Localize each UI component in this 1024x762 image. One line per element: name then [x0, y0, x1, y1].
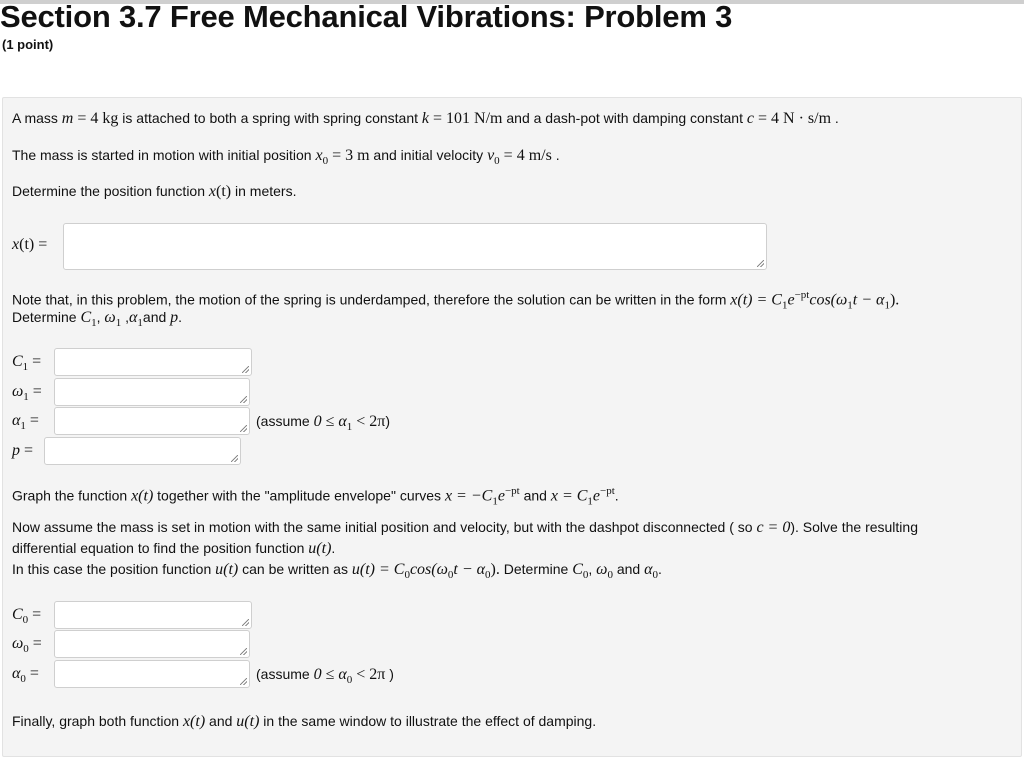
points-label: (1 point) — [2, 37, 54, 52]
alpha0-assume-note: (assume $0 \le \alpha_0 < 2\pi$ ) — [256, 666, 394, 686]
problem-panel — [2, 97, 1022, 757]
x-of-t-label: x(t) = — [12, 236, 48, 253]
p-input[interactable] — [44, 437, 241, 465]
problem-statement-initial: The mass is started in motion with initial position $x_0 = 3$ m and initial velocity $v_0 = 4$ m/s . — [12, 147, 560, 167]
alpha1-assume-note: (assume $0 \le \alpha_1 < 2\pi$) — [256, 413, 391, 433]
problem-statement-mass: A mass m = 4 kg is attached to both a spring with spring constant k = 101 N/m and a dash-pot with damping constant c = 4 N · s/m . — [12, 110, 839, 127]
x-of-t-input[interactable] — [63, 223, 767, 270]
note-underdamped: Note that, in this problem, the motion of the spring is underdamped, therefore the solution can be written in the form $x(t) = C_1e^{-pt}\cos(\omega_1t - \alpha_1)$. — [12, 289, 900, 312]
c1-input[interactable] — [54, 348, 252, 376]
alpha0-label: $\alpha_0$ = — [12, 665, 39, 686]
omega0-label: $\omega_0$ = — [12, 635, 42, 656]
note-determine: Determine $C_1$, $\omega_1$ $,\alpha_1and$ p. — [12, 309, 183, 329]
undamped-line-2: differential equation to find the position function u(t). — [12, 540, 336, 557]
final-instruction: Finally, graph both function x(t) and u(t) in the same window to illustrate the effect of damping. — [12, 713, 597, 730]
undamped-line-3: In this case the position function u(t) can be written as $u(t) = C_0\cos(\omega_0t - \alpha_0)$. Determine $C_0$, $\omega_0$ and $\alpha_0$. — [12, 561, 662, 581]
omega1-label: $\omega_1$ = — [12, 383, 42, 404]
p-label: p = — [12, 442, 34, 459]
problem-statement-task: Determine the position function x(t) in meters. — [12, 183, 297, 200]
graph-instruction: Graph the function x(t) together with the "amplitude envelope" curves $x = -C_1e^{-pt}$ and $x = C_1e^{-pt}$. — [12, 485, 619, 508]
page-title: Section 3.7 Free Mechanical Vibrations: Problem 3 — [0, 0, 733, 34]
undamped-line-1: Now assume the mass is set in motion with the same initial position and velocity, but with the dashpot disconnected ( so c = 0). Solve the resulting — [12, 519, 918, 536]
c1-label: $C_1$ = — [12, 353, 42, 374]
alpha1-input[interactable] — [54, 407, 250, 435]
omega1-input[interactable] — [54, 378, 250, 406]
alpha0-input[interactable] — [54, 660, 250, 688]
c0-label: $C_0$ = — [12, 606, 42, 627]
c0-input[interactable] — [54, 601, 252, 629]
alpha1-label: $\alpha_1$ = — [12, 412, 39, 433]
omega0-input[interactable] — [54, 630, 250, 658]
